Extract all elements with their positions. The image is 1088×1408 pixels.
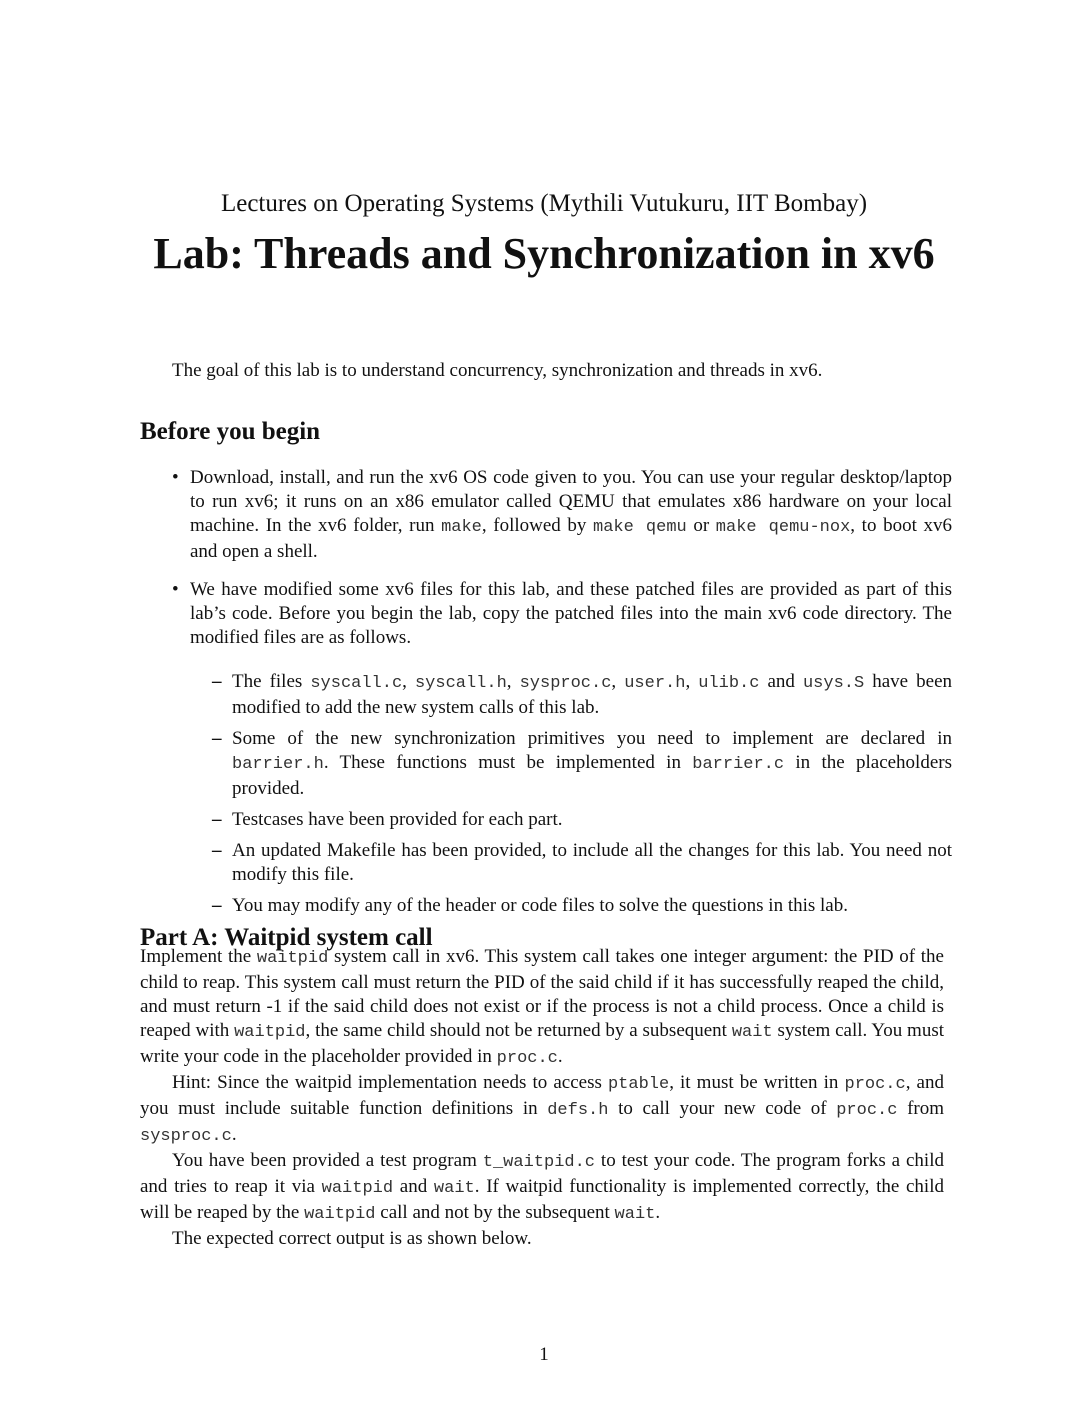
modified-files-list [140, 670, 952, 925]
paragraph: The expected correct output is as shown below. [172, 1228, 532, 1249]
list-item: – The files syscall.c, syscall.h, sysproc.c, user.h, ulib.c and usys.S have been modified to add the new system calls of this lab. [140, 670, 952, 720]
paragraph: Implement the waitpid system call in xv6. This system call takes one integer argument: the PID of the child to reap. This system call must return the PID of the said child if it has successfully reaped the child, and must return -1 if the said child does not exist or if the process is not a child process. Once a child is reaped with waitpid, the same child should not be returned by a subsequent wait system call. You must write your code in the placeholder provided in proc.c. [140, 946, 945, 1068]
paragraph: You have been provided a test program t_waitpid.c to test your code. The program forks a child and tries to reap it via waitpid and wait. If waitpid functionality is implemented correctly, the child will be reaped by the waitpid call and not by the subsequent wait. [140, 1150, 944, 1224]
list-item: – Testcases have been provided for each part. [140, 808, 952, 832]
goal-paragraph: The goal of this lab is to understand concurrency, synchronization and threads in xv6. [172, 360, 823, 381]
list-item: – An updated Makefile has been provided, to include all the changes for this lab. You need not modify this file. [140, 839, 952, 887]
page-number: 1 [539, 1344, 549, 1365]
list-item: – You may modify any of the header or code files to solve the questions in this lab. [140, 894, 952, 918]
part-a-body [140, 945, 944, 1251]
code-inline: make [441, 518, 482, 537]
page-title: Lab: Threads and Synchronization in xv6 [153, 229, 935, 278]
section-heading-part-a: Part A: Waitpid system call [140, 924, 433, 951]
code-inline: make qemu [593, 518, 687, 537]
course-subtitle: Lectures on Operating Systems (Mythili Vutukuru, IIT Bombay) [220, 190, 868, 217]
bullet-item-modified-files: • We have modified some xv6 files for this lab, and these patched files are provided as part of this lab’s code. Before you begin the lab, copy the patched files into the main xv6 code directory. The modified files are as follows. [140, 578, 952, 650]
bullet-item-install: • Download, install, and run the xv6 OS code given to you. You can use your regular desktop/laptop to run xv6; it runs on an x86 emulator called QEMU that emulates x86 hardware on your local machine. In the xv6 folder, run make, followed by make qemu or make qemu-nox, to boot xv6 and open a shell. [140, 466, 952, 564]
bullet-list-setup [140, 466, 952, 564]
paragraph: Hint: Since the waitpid implementation needs to access ptable, it must be written in proc.c, and you must include suitable function definitions in defs.h to call your new code of proc.c from sysproc.c. [140, 1072, 944, 1146]
list-item: – Some of the new synchronization primitives you need to implement are declared in barrier.h. These functions must be implemented in barrier.c in the placeholders provided. [140, 727, 952, 801]
bullet-list-modified [140, 578, 952, 650]
code-inline: make qemu-nox [715, 518, 851, 537]
section-heading-before: Before you begin [140, 418, 321, 445]
